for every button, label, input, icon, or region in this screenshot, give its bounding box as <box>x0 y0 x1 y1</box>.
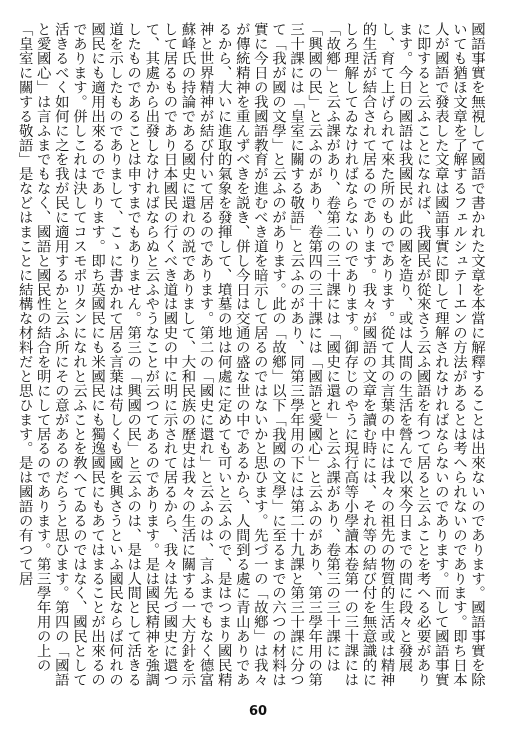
body-paragraph: 國語事實を無視して國語で書かれた文章を本當に解釋することは出來ないのであります。國語事實を除いても猶ほ文章を了解するフェルシュテーエンの方法があるとは考へられないのであります。即ち日本人が國語で發表した文章は國語事實に即して理解されなければならないのであります。而して國語事實に即すると云ふことになれば、我國民が從來さう云ふ國語を有つて居ると云ふことを考へる必要があります。今日の國語は我國民が此の國を造り、或は人間の生活を營んで以來今日までの間に段々と發展し、育て上げられて來た所のものであります。從て其の言葉の中には我々の祖先の物質的生活或は精神的生活が結合されて居るのであります。我々が國語の文章を讀む時には、それ等の結び付を無意識的にしろ理解してゐなければならないのであります。御存じのやうに現行高等小學讀本卷第一の三十課には「故鄕」と云ふ課があり、卷第二の三十課には「國史に還れ」と云ふ課があり、卷第三の三十課には「興國の民」と云ふのがあり、卷第四の三十課には「國語と愛國心」と云ふのがあり、第三學年用の第三十課には「皇室に關する敬語」と云ふのがあり、同第三學年用の下には第二十九課と第三十課に分つて「我が國の文學」と云ふのがあります。此の「故鄕」以下「我國の文學」に至るまでの六つの材料は實に今日の我國語教育が進むべき道を暗示して居るのではないかと思ひます。先づ一の「故鄕」は我々が傳統精神を重んずべきを説き、併し今日は交通の盛な世の中であるから、人間到る處に青山ありであるから、大いに進取的氣象を發揮して、墳墓の地は何處に定めても可いと云ふので、是はつまり國民精神と世界精神が結び付いて居るのであります。第二の「國史に還れ」と云ふのは、言ふまでもなく德富蘇峰氏の持論である國史に還れの説でありまして、大和民族の歷史は我々の生活に關する一大方針を示して居るものであり日本國民の行くべき道は國史の中に明に示されて居るから、我々は先づ國史に還つて、其處から出發しなければならぬと云ふやうなことが云つてあるのであります。是は國民精神を強調したものであることは申すまでもありません。第三の「興國の民」と云ふのは、是は人間として活きる道を示したものでありまして、こゝに書かれて居る言葉は苟しくも國を興さうといふ國民ならば何れの國民にも適用出來るのであります。即ち英國民にも米國民にも獨逸國民にもあてはまることが出來るのであります。併しこれは決してコスモポリタンになれと云ふことを敎へてゐるのではなく、國民として活きるべく如何に之を我が民に適用するかと云ふ所にその意があるのだらうと思ひます。第四の「國語と愛國心」は言ふまでもなく、國語と國民性の結合を明にして居るのであります。第三學年用の上の「皇室に關する敬語」是などはまことに結構な材料だと思ひます。是は國語の有つて居 <box>16 22 485 687</box>
vertical-body-text <box>16 22 486 690</box>
page-number: 60 <box>248 704 268 719</box>
